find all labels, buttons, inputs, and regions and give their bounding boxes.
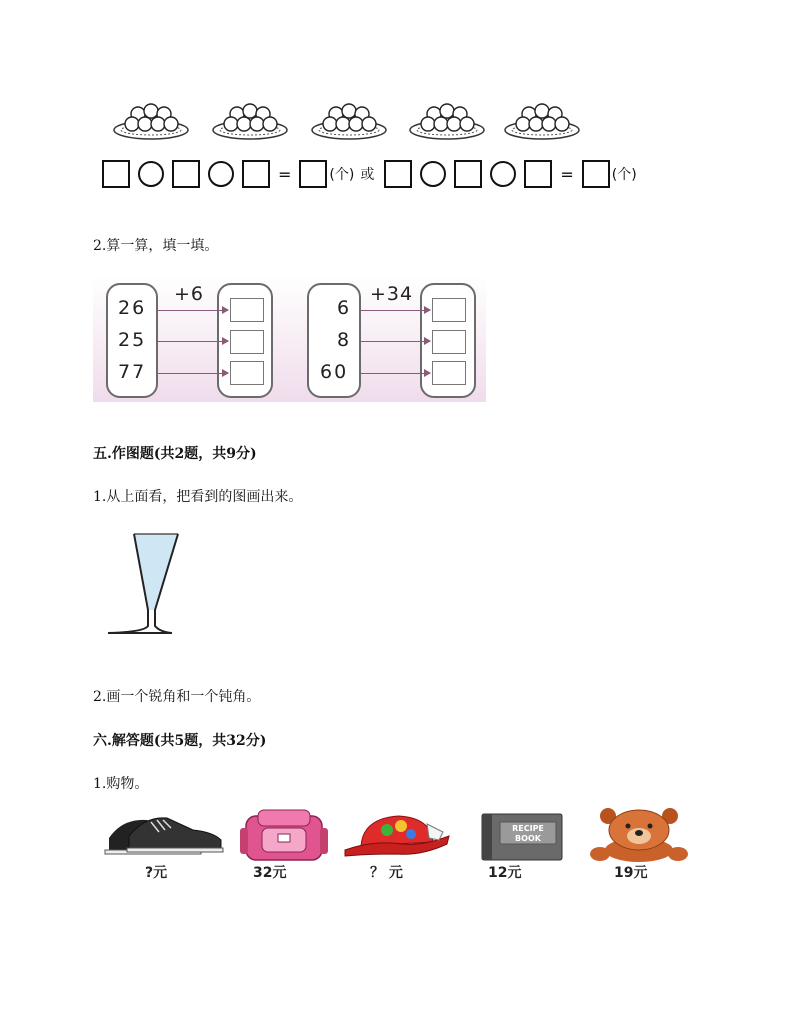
operator-label-left: +6 [174, 283, 205, 305]
input-number: 8 [337, 329, 352, 351]
backpack-icon [238, 806, 330, 862]
answer-square[interactable] [454, 160, 482, 188]
answer-box[interactable] [230, 330, 264, 354]
answer-square[interactable] [582, 160, 610, 188]
input-number: 6 [337, 297, 352, 319]
or-label: 或 [360, 167, 375, 183]
question-title: 2.算一算，填一填。 [93, 238, 219, 254]
sneakers-icon [103, 808, 225, 858]
svg-text:BOOK: BOOK [515, 834, 541, 843]
answer-box[interactable] [230, 298, 264, 322]
price-label: 19元 [614, 865, 648, 881]
arrow [158, 341, 228, 342]
section-heading: 五.作图题(共2题，共9分) [93, 446, 257, 462]
operator-circle[interactable] [138, 161, 164, 187]
apple-plate-icon [503, 100, 581, 142]
input-number: 77 [118, 361, 147, 383]
question-title: 2.画一个锐角和一个钝角。 [93, 689, 261, 705]
price-label: ?元 [145, 865, 168, 881]
operator-label-right: +34 [370, 283, 414, 305]
recipe-book-icon [480, 812, 564, 862]
answer-square[interactable] [299, 160, 327, 188]
arrow [158, 373, 228, 374]
answer-box[interactable] [230, 361, 264, 385]
equals-sign: = [278, 164, 292, 184]
equals-sign: = [560, 164, 574, 184]
operator-circle[interactable] [208, 161, 234, 187]
cap-icon [343, 812, 451, 860]
apple-plate-icon [310, 100, 388, 142]
unit-label: (个) [611, 167, 637, 183]
equation-row [102, 158, 643, 190]
apple-plate-icon [112, 100, 190, 142]
answer-square[interactable] [242, 160, 270, 188]
answer-box[interactable] [432, 298, 466, 322]
input-number: 60 [320, 361, 349, 383]
price-label: 12元 [488, 865, 522, 881]
answer-square[interactable] [384, 160, 412, 188]
arrow [361, 373, 430, 374]
price-label: 32元 [253, 865, 287, 881]
question-title: 1.购物。 [93, 776, 149, 792]
svg-text:RECIPE: RECIPE [512, 824, 544, 833]
section-heading: 六.解答题(共5题，共32分) [93, 733, 267, 749]
operator-circle[interactable] [420, 161, 446, 187]
input-number: 26 [118, 297, 147, 319]
answer-square[interactable] [524, 160, 552, 188]
answer-square[interactable] [102, 160, 130, 188]
price-label: ？ 元 [370, 865, 403, 881]
arrow [361, 310, 430, 311]
wine-glass-icon [104, 530, 184, 638]
apple-plate-icon [408, 100, 486, 142]
arrow [158, 310, 228, 311]
apple-plate-icon [211, 100, 289, 142]
answer-box[interactable] [432, 361, 466, 385]
question-title: 1.从上面看，把看到的图画出来。 [93, 489, 303, 505]
unit-label: (个) [329, 167, 355, 183]
answer-box[interactable] [432, 330, 466, 354]
arrow [361, 341, 430, 342]
teddy-bear-icon [586, 808, 692, 862]
input-number: 25 [118, 329, 147, 351]
answer-square[interactable] [172, 160, 200, 188]
operator-circle[interactable] [490, 161, 516, 187]
